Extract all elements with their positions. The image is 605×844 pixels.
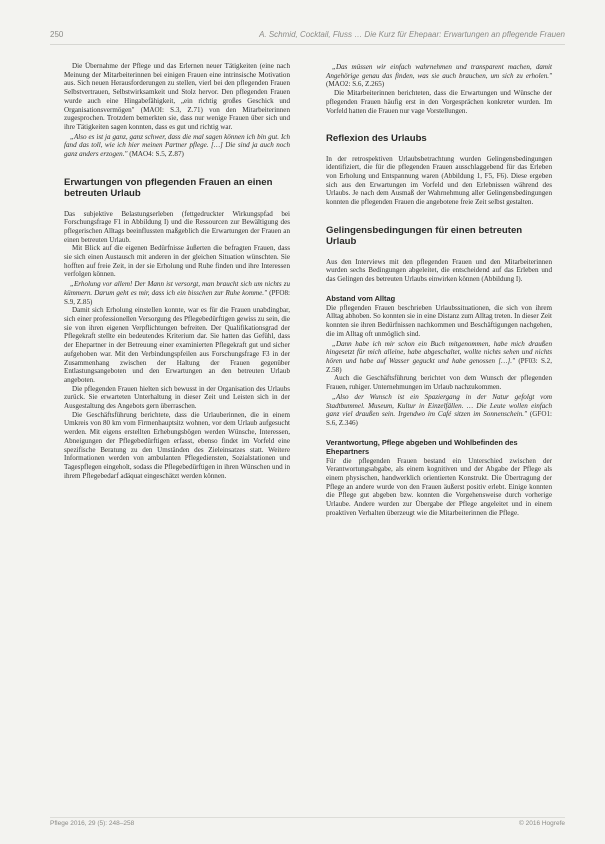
paragraph: Für die pflegenden Frauen bestand ein Unterschied zwischen der Verantwortungsabgabe, als einem kognitiven und der Abgabe der Pflege als einem physischen, handwerklich orientierten Konstrukt. Die Übertragung der Pflege an andere wurde von den Frauen äußerst positiv erlebt. Einige konnten die Pflege gut abgeben bzw. konnten die Vorgehensweise durch vorherige Urlaube. Andere wurden zur Übergabe der Pflege angeleitet und in einem proaktiven Verhalten überzeugt wie die Mitarbeiterinnen die Pflege. bbox=[326, 456, 552, 517]
copyright-notice: © 2016 Hogrefe bbox=[519, 820, 565, 827]
paragraph: Die Mitarbeiterinnen berichteten, dass die Erwartungen und Wünsche der pflegenden Frauen häufig erst in den Vorgesprächen konkreter wurden. Im Vorfeld hatten die Frauen nur vage Vorstellungen. bbox=[326, 89, 552, 115]
quote-source: (PFO8: S.9, Z.85) bbox=[64, 288, 290, 306]
paragraph: Das subjektive Belastungserleben (fettgedruckter Wirkungspfad bei Forschungsfrage F1 in Abbildung I) und die Ressourcen zur Bewältigung des pflegerischen Alltags beeinflussten maßgeblich die Erwartungen der Frauen an einen betreuten Urlaub. bbox=[64, 209, 290, 244]
section-heading: Erwartungen von pflegenden Frauen an einen betreuten Urlaub bbox=[64, 176, 273, 200]
page-header bbox=[50, 30, 565, 44]
paragraph: Die pflegenden Frauen beschrieben Urlaubssituationen, die sich von ihrem Alltag abhoben. So konnten sie in eine Distanz zum Alltag treten. In dieser Zeit konnten sie ihren Bedürfnissen nachkommen und Beschäftigungen nachgehen, die im Alltag oft unmöglich sind. bbox=[326, 303, 552, 338]
quote-text: „Erholung vor allem! Der Mann ist versorgt, man braucht sich um nichts zu kümmern. Darum geht es mir, dass ich ein bisschen zur Ruhe komme." bbox=[64, 280, 290, 297]
section-heading: Gelingensbedingungen für einen betreuten Urlaub bbox=[326, 224, 523, 248]
section-heading: Reflexion des Urlaubs bbox=[326, 133, 427, 145]
quote bbox=[64, 280, 290, 306]
quote-source: (MAO4: S.5, Z.87) bbox=[129, 150, 184, 159]
quote-text: „Das müssen wir einfach wahrnehmen und transparent machen, damit Angehörige genau das finden, was sie auch brauchen, um sich zu erholen." bbox=[326, 63, 552, 80]
paragraph: Auch die Geschäftsführung berichtet von dem Wunsch der pflegenden Frauen, ruhiger. Unternehmungen im Urlaub nachzukommen. bbox=[326, 374, 552, 392]
paragraph: Mit Blick auf die eigenen Bedürfnisse äußerten die befragten Frauen, dass sie sich einen Austausch mit anderen in der gleichen Situation wünschten. Sie hofften auf freie Zeit, in der sie Erholung und Ruhe finden und ihre Interessen verfolgen können. bbox=[64, 244, 290, 279]
paragraph: Die pflegenden Frauen hielten sich bewusst in der Organisation des Urlaubs zurück. Sie erwarteten Unterhaltung in dieser Zeit und Leisten sich in der Ausgestaltung des Angebots gern überraschen. bbox=[64, 384, 290, 411]
header-divider bbox=[50, 44, 565, 45]
paragraph: Damit sich Erholung einstellen konnte, war es für die Frauen unabdingbar, sich einer professionellen Versorgung des Pflegebedürftigen gewiss zu sein, die sie von ihren eigenen Verpflichtungen befreiten. Der Qualifikationsgrad der Pflegekraft stellte ein bedeutendes Kriterium dar. Sie hatten das Gefühl, dass der Ehepartner in der Betreuung einer examinierten Pflegekraft gut und sicher aufgehoben war. Mit den Verbindungspfeilen aus Forschungsfrage F3 in der Zusammenhang zwischen der Haltung der Frauen gegenüber Entlastungsangeboten und den Erwartungen an den betreuten Urlaub angeboten. bbox=[64, 306, 290, 384]
right-column bbox=[326, 62, 552, 518]
quote-source: (MAO2: S.6, Z.265) bbox=[326, 80, 385, 89]
paragraph: Die Geschäftsführung berichtete, dass die Urlauberinnen, die in einem Umkreis von 80 km vom Firmenhauptsitz wohnen, vor dem Urlaub aufgesucht werden. Mit eigens erstellten Erhebungsbögen werden Wünsche, Interessen, Abneigungen der Pflegebedürftigen erfasst, ebenso findet im Vorfeld eine spezifische Beratung zu den Umständen des Zieleinsatzes statt. Weitere Informationen werden von ambulanten Pflegediensten, Sozialstationen und Tagespflegen eingeholt, sodass die Pflegebedürftigen in ihren Wünschen und in ihrem Pflegebedarf adäquat eingeschätzt werden können. bbox=[64, 410, 290, 480]
left-column bbox=[64, 62, 290, 480]
paragraph: Die Übernahme der Pflege und das Erlernen neuer Tätigkeiten (eine nach Meinung der Mitarbeiterinnen bei einigen Frauen eine intrinsische Motivation aus. Sich neuen Herausforderungen zu stellen, vierl bei den pflegenden Frauen Selbstvertrauen, Selbstwirksamkeit und Stolz hervor. Den pflegenden Frauen wurde auch eine Hingabefähigkeit, „ein richtig großes Geschick und Organisationsvermögen" (MAOI: S.3, Z.71) von den Mitarbeiterinnen zugesprochen. Trotzdem bemerkten sie, dass nur wenige Frauen über sich und ihre Tätigkeiten sagen konnten, dass es gut und richtig war. bbox=[64, 62, 290, 131]
subsection-heading: Verantwortung, Pflege abgeben und Wohlbefinden des Ehepartners bbox=[326, 437, 518, 456]
quote-text: „Dann habe ich mir schon ein Buch mitgenommen, habe mich draußen hingesetzt für mich alleine, habe abgeschaltet, wollte nichts sehen und nichts hören und habe auf Wasser geguckt und habe genossen […]." bbox=[326, 339, 552, 365]
quote bbox=[326, 340, 552, 375]
quote bbox=[326, 63, 552, 89]
paragraph: In der retrospektiven Urlaubsbetrachtung wurden Gelingensbedingungen identifiziert, die für die pflegenden Frauen ausschlaggebend für das Erleben von Erholung und Entspannung waren (Abbildung 1, F5, F6). Diese ergeben sich aus den Erwartungen im Vorfeld und den Erlebnissen während des Urlaubs. Je nach dem Ausmaß der Wahrnehmung aller Gelingensbedingungen konnten die pflegenden Frauen die angebotene freie Zeit selbst gestalten. bbox=[326, 154, 552, 207]
quote bbox=[64, 133, 290, 159]
quote-text: „Also es ist ja ganz, ganz schwer, dass die mal sagen können ich bin gut. Ich fand das toll, wie ich hier meinen Partner pflege. […] Die sind ja auch noch ganz anders erzogen." bbox=[64, 132, 290, 159]
footer-divider bbox=[50, 817, 565, 818]
journal-citation: Pflege 2016, 29 (5): 248–258 bbox=[50, 820, 135, 827]
quote-source: (PF03: S.2, Z.58) bbox=[326, 356, 552, 374]
page-number: 250 bbox=[50, 30, 64, 39]
quote bbox=[326, 393, 552, 428]
page-footer bbox=[50, 820, 565, 830]
quote-text: „Also der Wunsch ist ein Spaziergang in der Natur gefolgt vom Stadtbummel. Museum, Kultur in Einzelfällen. … Die Leute wollen einfach ganz viel draußen sein. Irgendwo im Café sitzen im Sonnenschein." bbox=[326, 392, 552, 419]
quote-source: (GFO1: S.6, Z.346) bbox=[326, 410, 552, 427]
subsection-heading: Abstand vom Alltag bbox=[326, 293, 396, 303]
paragraph: Aus den Interviews mit den pflegenden Frauen und den Mitarbeiterinnen wurden sechs Bedingungen abgeleitet, die entscheidend auf das Erleben und das Gelingen des betreuten Urlaubs einwirken können (Abbildung I). bbox=[326, 257, 552, 284]
running-title: A. Schmid, Cocktail, Fluss … Die Kurz für Ehepaar: Erwartungen an pflegende Frauen bbox=[259, 30, 565, 39]
